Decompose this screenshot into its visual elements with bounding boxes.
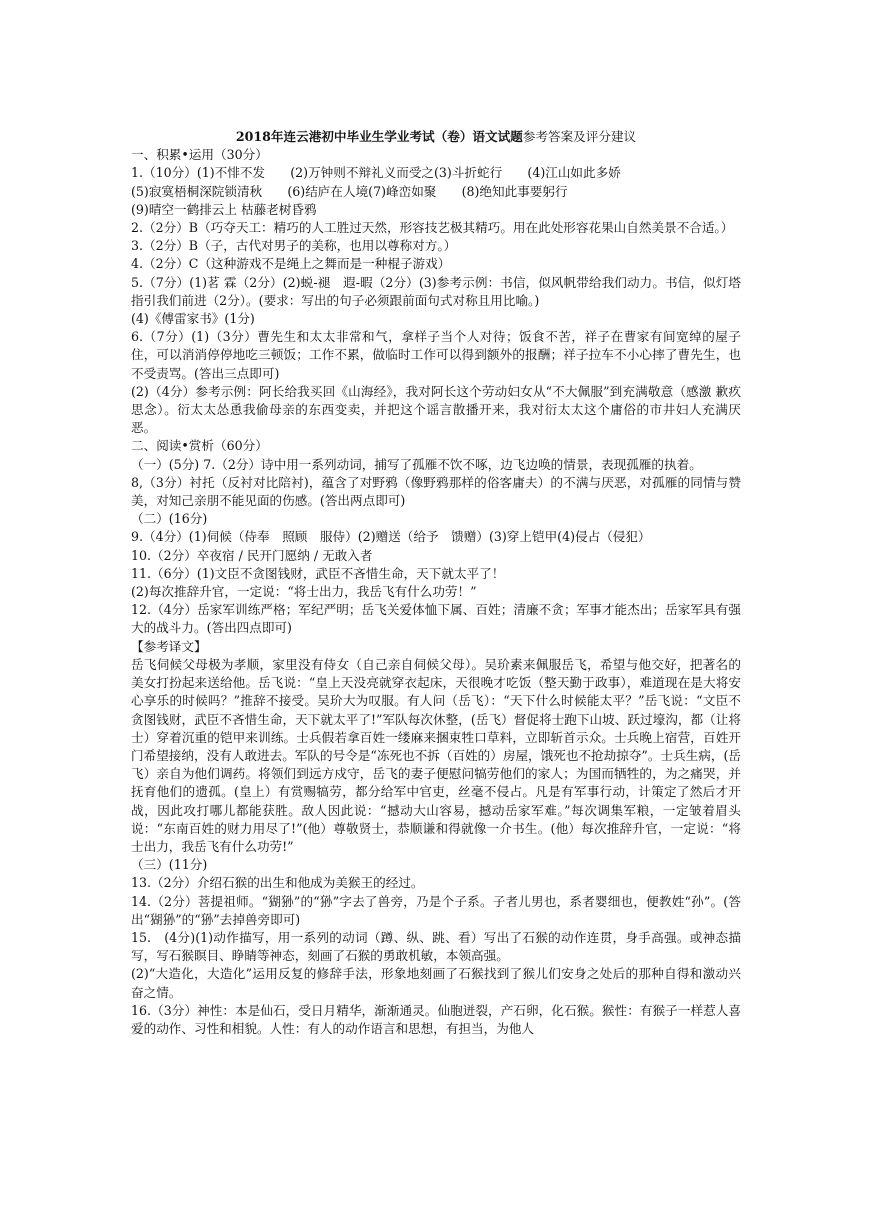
text-line: （三）(11分)	[131, 857, 208, 873]
text-line: (2)每次推辞升官，一定说：“将士出力，我岳飞有什么功劳！”	[131, 584, 477, 600]
text-line: （二）(16分)	[131, 511, 208, 527]
text-line: 16.（3分）神性：本是仙石，受日月精华，渐渐通灵。仙胞迸裂，产石卵，化石猴。猴性：有猴子一样惹人喜爱的动作、习性和相貌。人性：有人的动作语言和思想，有担当，为他人	[131, 1002, 741, 1036]
text-line: 11.（6分）(1)文臣不贪图钱财，武臣不吝惜生命，天下就太平了！	[131, 565, 505, 581]
text-line: 岳飞伺候父母极为孝顺，家里没有侍女（自己亲自伺候父母）。吴玠素来佩服岳飞，希望与他交好，把著名的美女打扮起来送给他。岳飞说：“皇上天没亮就穿衣起床，天很晚才吃饭（整天勤于政事），难道现在是大将安心享乐的时候吗？”推辞不接受。吴玠大为叹服。有人问（岳飞）：“天下什么时候能太平？”岳飞说：“文臣不贪图钱财，武臣不吝惜生命，天下就太平了!”军队每次休整，(岳飞）督促将士跑下山坡、跃过壕沟，都（让将士）穿着沉重的铠甲来训练。士兵假若拿百姓一缕麻来捆束牲口草料，立即斩首示众。士兵晚上宿营，百姓开门希望接纳，没有人敢进去。军队的号令是“冻死也不拆（百姓的）房屋，饿死也不抢劫掠夺”。士兵生病，(岳飞）亲自为他们调药。将领们到远方戍守，岳飞的妻子便慰问犒劳他们的家人；为国而牺牲的，为之痛哭，并抚育他们的遗孤。(皇上）有赏赐犒劳，都分给军中官吏，丝毫不侵占。凡是有军事行动，计策定了然后才开战，因此攻打哪儿都能获胜。敌人因此说：“撼动大山容易，撼动岳家军难。”每次调集军粮，一定皱着眉头说：“东南百姓的财力用尽了!”(他）尊敬贤士，恭顺谦和得就像一介书生。(他）每次推辞升官，一定说：“将士出力，我岳飞有什么功劳!”	[131, 656, 741, 854]
text-line: 4.（2分）C（这种游戏不是绳上之舞而是一种棍子游戏）	[131, 256, 451, 272]
title-bold-part: 2018年连云港初中毕业生学业考试（卷）语文试题	[235, 129, 523, 144]
text-line: 1.（10分）(1)不悱不发 (2)万钟则不辩礼义而受之(3)斗折蛇行 (4)江山如此多娇	[131, 165, 621, 181]
text-line: 二、阅读•赏析（60分）	[131, 438, 268, 454]
text-line: 13.（2分）介绍石猴的出生和他成为美猴王的经过。	[131, 875, 424, 891]
text-line: (4)《傅雷家书》(1分)	[131, 311, 255, 327]
text-line: （一）(5分) 7.（2分）诗中用一系列动词，捕写了孤雁不饮不啄，边飞边唤的情景，表现孤雁的执着。	[131, 456, 702, 472]
text-line: 一、积累•运用（30分）	[131, 147, 268, 163]
text-line: 15. (4分)(1)动作描写，用一系列的动词（蹲、纵、跳、看）写出了石猴的动作连贯，身手高强。或神态描写，写石猴瞑目、睁睛等神态，刻画了石猴的勇敢机敏，本领高强。	[131, 929, 741, 964]
text-line: (2)“大造化，大造化”运用反复的修辞手法，形象地刻画了石猴找到了猴儿们安身之处后的那种自得和激动兴奋之情。	[131, 966, 741, 1000]
answer-document	[131, 128, 741, 1038]
text-line: 10.（2分）卒夜宿 / 民开门愿纳 / 无敢入者	[131, 547, 373, 563]
text-line: 6.（7分）(1)（3分）曹先生和太太非常和气，拿样子当个人对待；饭食不苦，祥子在曹家有间宽绰的屋子住，可以消消停停地吃三顿饭；工作不累，做临时工作可以得到额外的报酬；祥子拉车不小心摔了曹先生，也不受责骂。(答出三点即可)	[131, 329, 741, 381]
text-line: (9)晴空一鹤排云上 枯藤老树昏鸦	[131, 201, 317, 217]
text-line: 9.（4分）(1)伺候（侍奉 照顾 服侍）(2)赠送（给予 馈赠）(3)穿上铠甲(4)侵占（侵犯）	[131, 529, 651, 545]
text-line: 12.（4分）岳家军训练严格；军纪严明；岳飞关爱体恤下属、百姓；清廉不贪；军事才能杰出；岳家军具有强大的战斗力。(答出四点即可)	[131, 602, 741, 636]
text-line: (5)寂寞梧桐深院锁清秋 (6)结庐在人境(7)峰峦如聚 (8)绝知此事要躬行	[131, 183, 568, 199]
text-line: 8,（3分）衬托（反衬对比陪衬)，蕴含了对野鸦（像野鸦那样的俗客庸夫）的不满与厌恶，对孤雁的同情与赞美，对知己亲朋不能见面的伤感。(答出两点即可)	[131, 474, 741, 509]
document-body	[131, 146, 741, 1038]
text-line: (2)（4分）参考示例：阿长给我买回《山海经》，我对阿长这个劳动妇女从“不大佩服”到充满敬意（感激 歉疚 思念）。衍太太怂恿我偷母亲的东西变卖，并把这个谣言散播开来，我对衍太太这个庸俗的市井妇人充满厌恶。	[131, 383, 741, 436]
text-line: 【参考译文】	[131, 638, 207, 654]
text-line: 2.（2分）B（巧夺天工：精巧的人工胜过天然，形容技艺极其精巧。用在此处形容花果山自然美景不合适。）	[131, 220, 734, 236]
text-line: 5.（7分）(1)茗 霖（2分）(2)蜕-褪 遐-暇（2分）(3)参考示例：书信，似风帆带给我们动力。书信，似灯塔指引我们前进（2分）。(要求：写出的句子必须跟前面句式对称且用比喻。)	[131, 274, 741, 308]
text-line: 3.（2分）B（子，古代对男子的美称，也用以尊称对方。）	[131, 238, 457, 254]
document-title	[131, 128, 741, 146]
title-regular-part: 参考答案及评分建议	[522, 129, 637, 144]
text-line: 14.（2分）菩提祖师。“猢狲”的“狲”字去了兽旁，乃是个子系。子者儿男也，系者婴细也，便教姓“孙”。(答出“猢狲”的“狲”去掉兽旁即可)	[131, 893, 741, 927]
